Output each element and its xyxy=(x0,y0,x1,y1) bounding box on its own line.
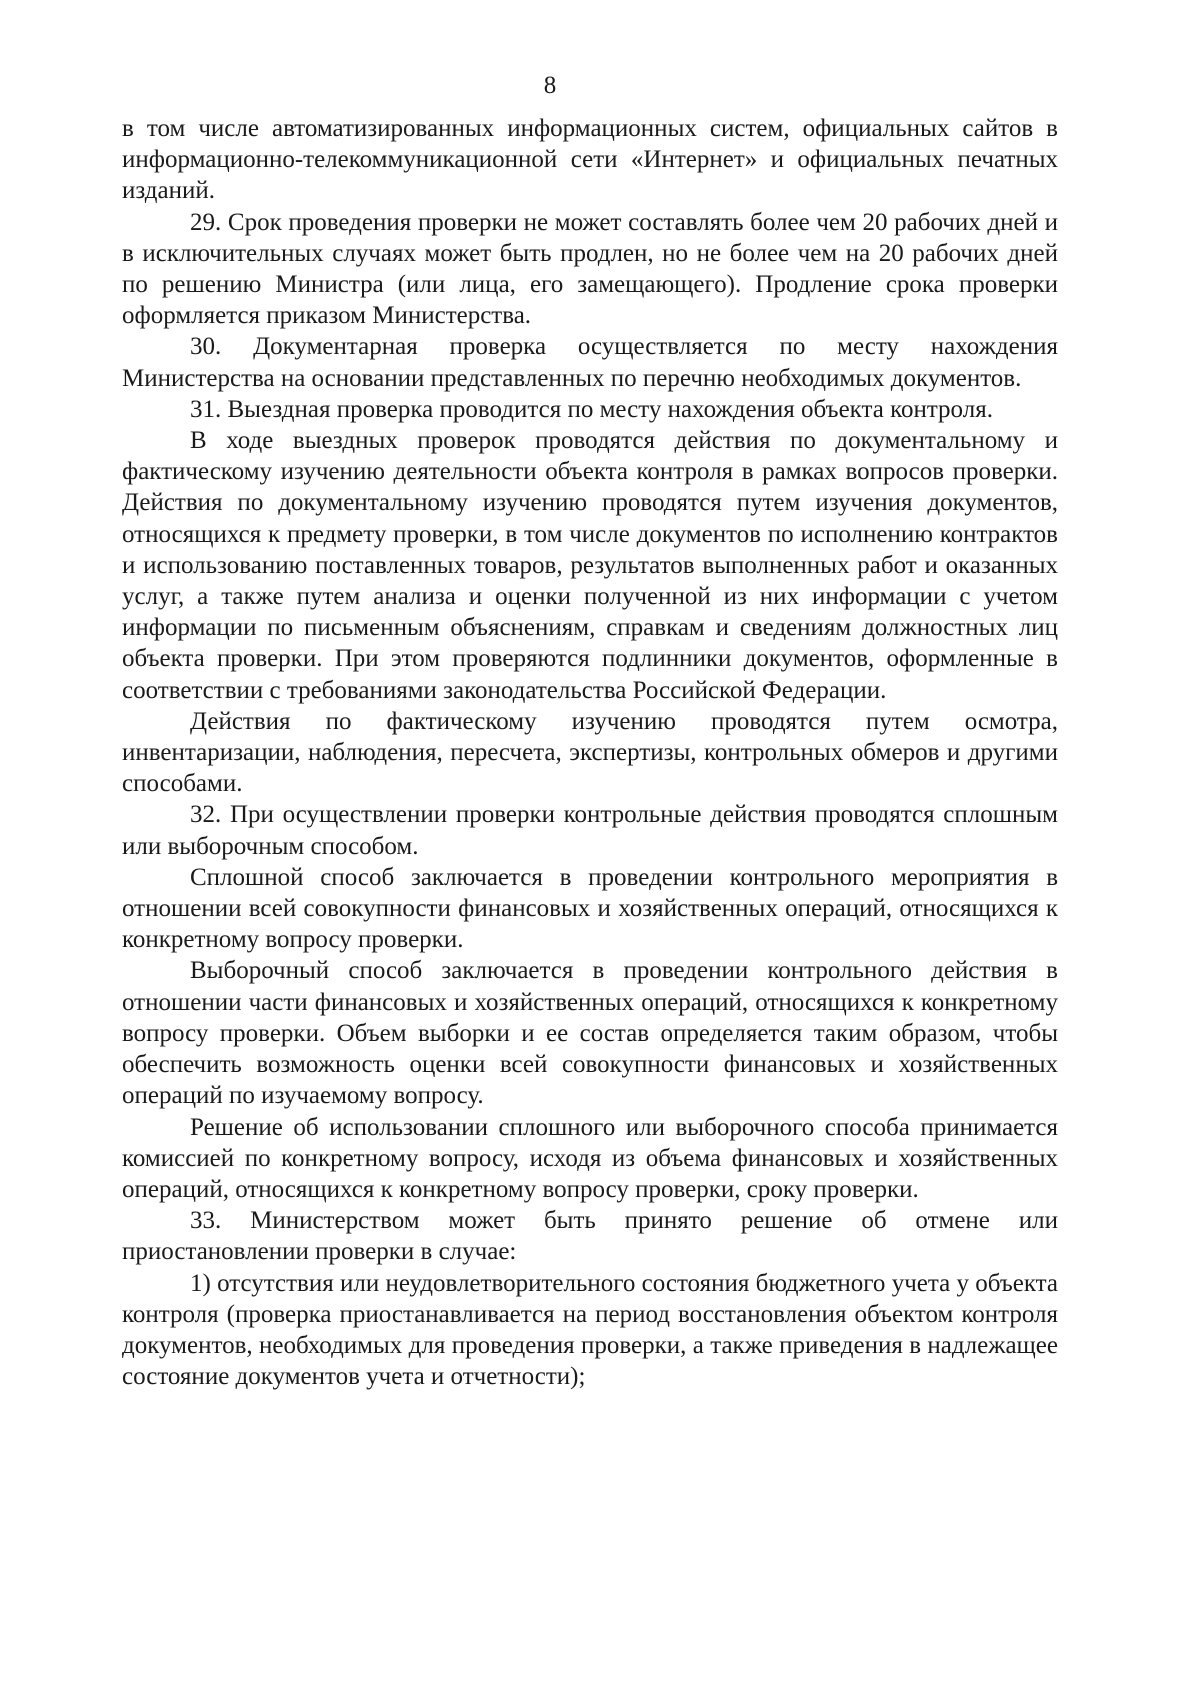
paragraph-factual-study: Действия по фактическому изучению проводятся путем осмотра, инвентаризации, наблюдения, пересчета, экспертизы, контрольных обмеров и другими способами. xyxy=(122,707,1058,798)
paragraph-32-methods: 32. При осуществлении проверки контрольные действия проводятся сплошным или выборочным способом. xyxy=(122,801,1058,860)
page-number: 8 xyxy=(543,72,557,99)
paragraph-continuation: в том числе автоматизированных информационных систем, официальных сайтов в информационно-телекоммуникационной сети «Интернет» и официальных печатных изданий. xyxy=(122,115,1058,205)
paragraph-continuous-method: Сплошной способ заключается в проведении контрольного мероприятия в отношении всей совокупности финансовых и хозяйственных операций, относящихся к конкретному вопросу проверки. xyxy=(122,863,1058,954)
paragraph-33-cancellation: 33. Министерством может быть принято решение об отмене или приостановлении проверки в случае: xyxy=(122,1207,1058,1266)
paragraph-method-decision: Решение об использовании сплошного или выборочного способа принимается комиссией по конкретному вопросу, исходя из объема финансовых и хозяйственных операций, относящихся к конкретному вопросу проверки, сроку проверки. xyxy=(122,1113,1058,1203)
paragraph-29-term: 29. Срок проведения проверки не может составлять более чем 20 рабочих дней и в исключительных случаях может быть продлен, но не более чем на 20 рабочих дней по решению Министра (или лица, его замещающего). Продление срока проверки оформляется приказом Министерства. xyxy=(122,208,1058,330)
list-item-1-accounting: 1) отсутствия или неудовлетворительного состояния бюджетного учета у объекта контроля (проверка приостанавливается на период восстановления объектом контроля документов, необходимых для проведения проверки, а также приведения в надлежащее состояние документов учета и отчетности); xyxy=(122,1269,1058,1391)
paragraph-sampling-method: Выборочный способ заключается в проведении контрольного действия в отношении части финансовых и хозяйственных операций, относящихся к конкретному вопросу проверки. Объем выборки и ее состав определяется таким образом, чтобы обеспечить возможность оценки всей совокупности финансовых и хозяйственных операций по изучаемому вопросу. xyxy=(122,957,1058,1110)
paragraph-field-check-actions: В ходе выездных проверок проводятся действия по документальному и фактическому изучению деятельности объекта контроля в рамках вопросов проверки. Действия по документальному изучению проводятся путем изучения документов, относящихся к предмету проверки, в том числе документов по исполнению контрактов и использованию поставленных товаров, результатов выполненных работ и оказанных услуг, а также путем анализа и оценки полученной из них информации с учетом информации по письменным объяснениям, справкам и сведениям должностных лиц объекта проверки. При этом проверяются подлинники документов, оформленные в соответствии с требованиями законодательства Российской Федерации. xyxy=(122,427,1058,704)
paragraph-31-field-check: 31. Выездная проверка проводится по месту нахождения объекта контроля. xyxy=(190,395,993,423)
document-body xyxy=(122,113,1058,1392)
paragraph-30-documentary-check: 30. Документарная проверка осуществляется по месту нахождения Министерства на основании представленных по перечню необходимых документов. xyxy=(122,333,1058,392)
